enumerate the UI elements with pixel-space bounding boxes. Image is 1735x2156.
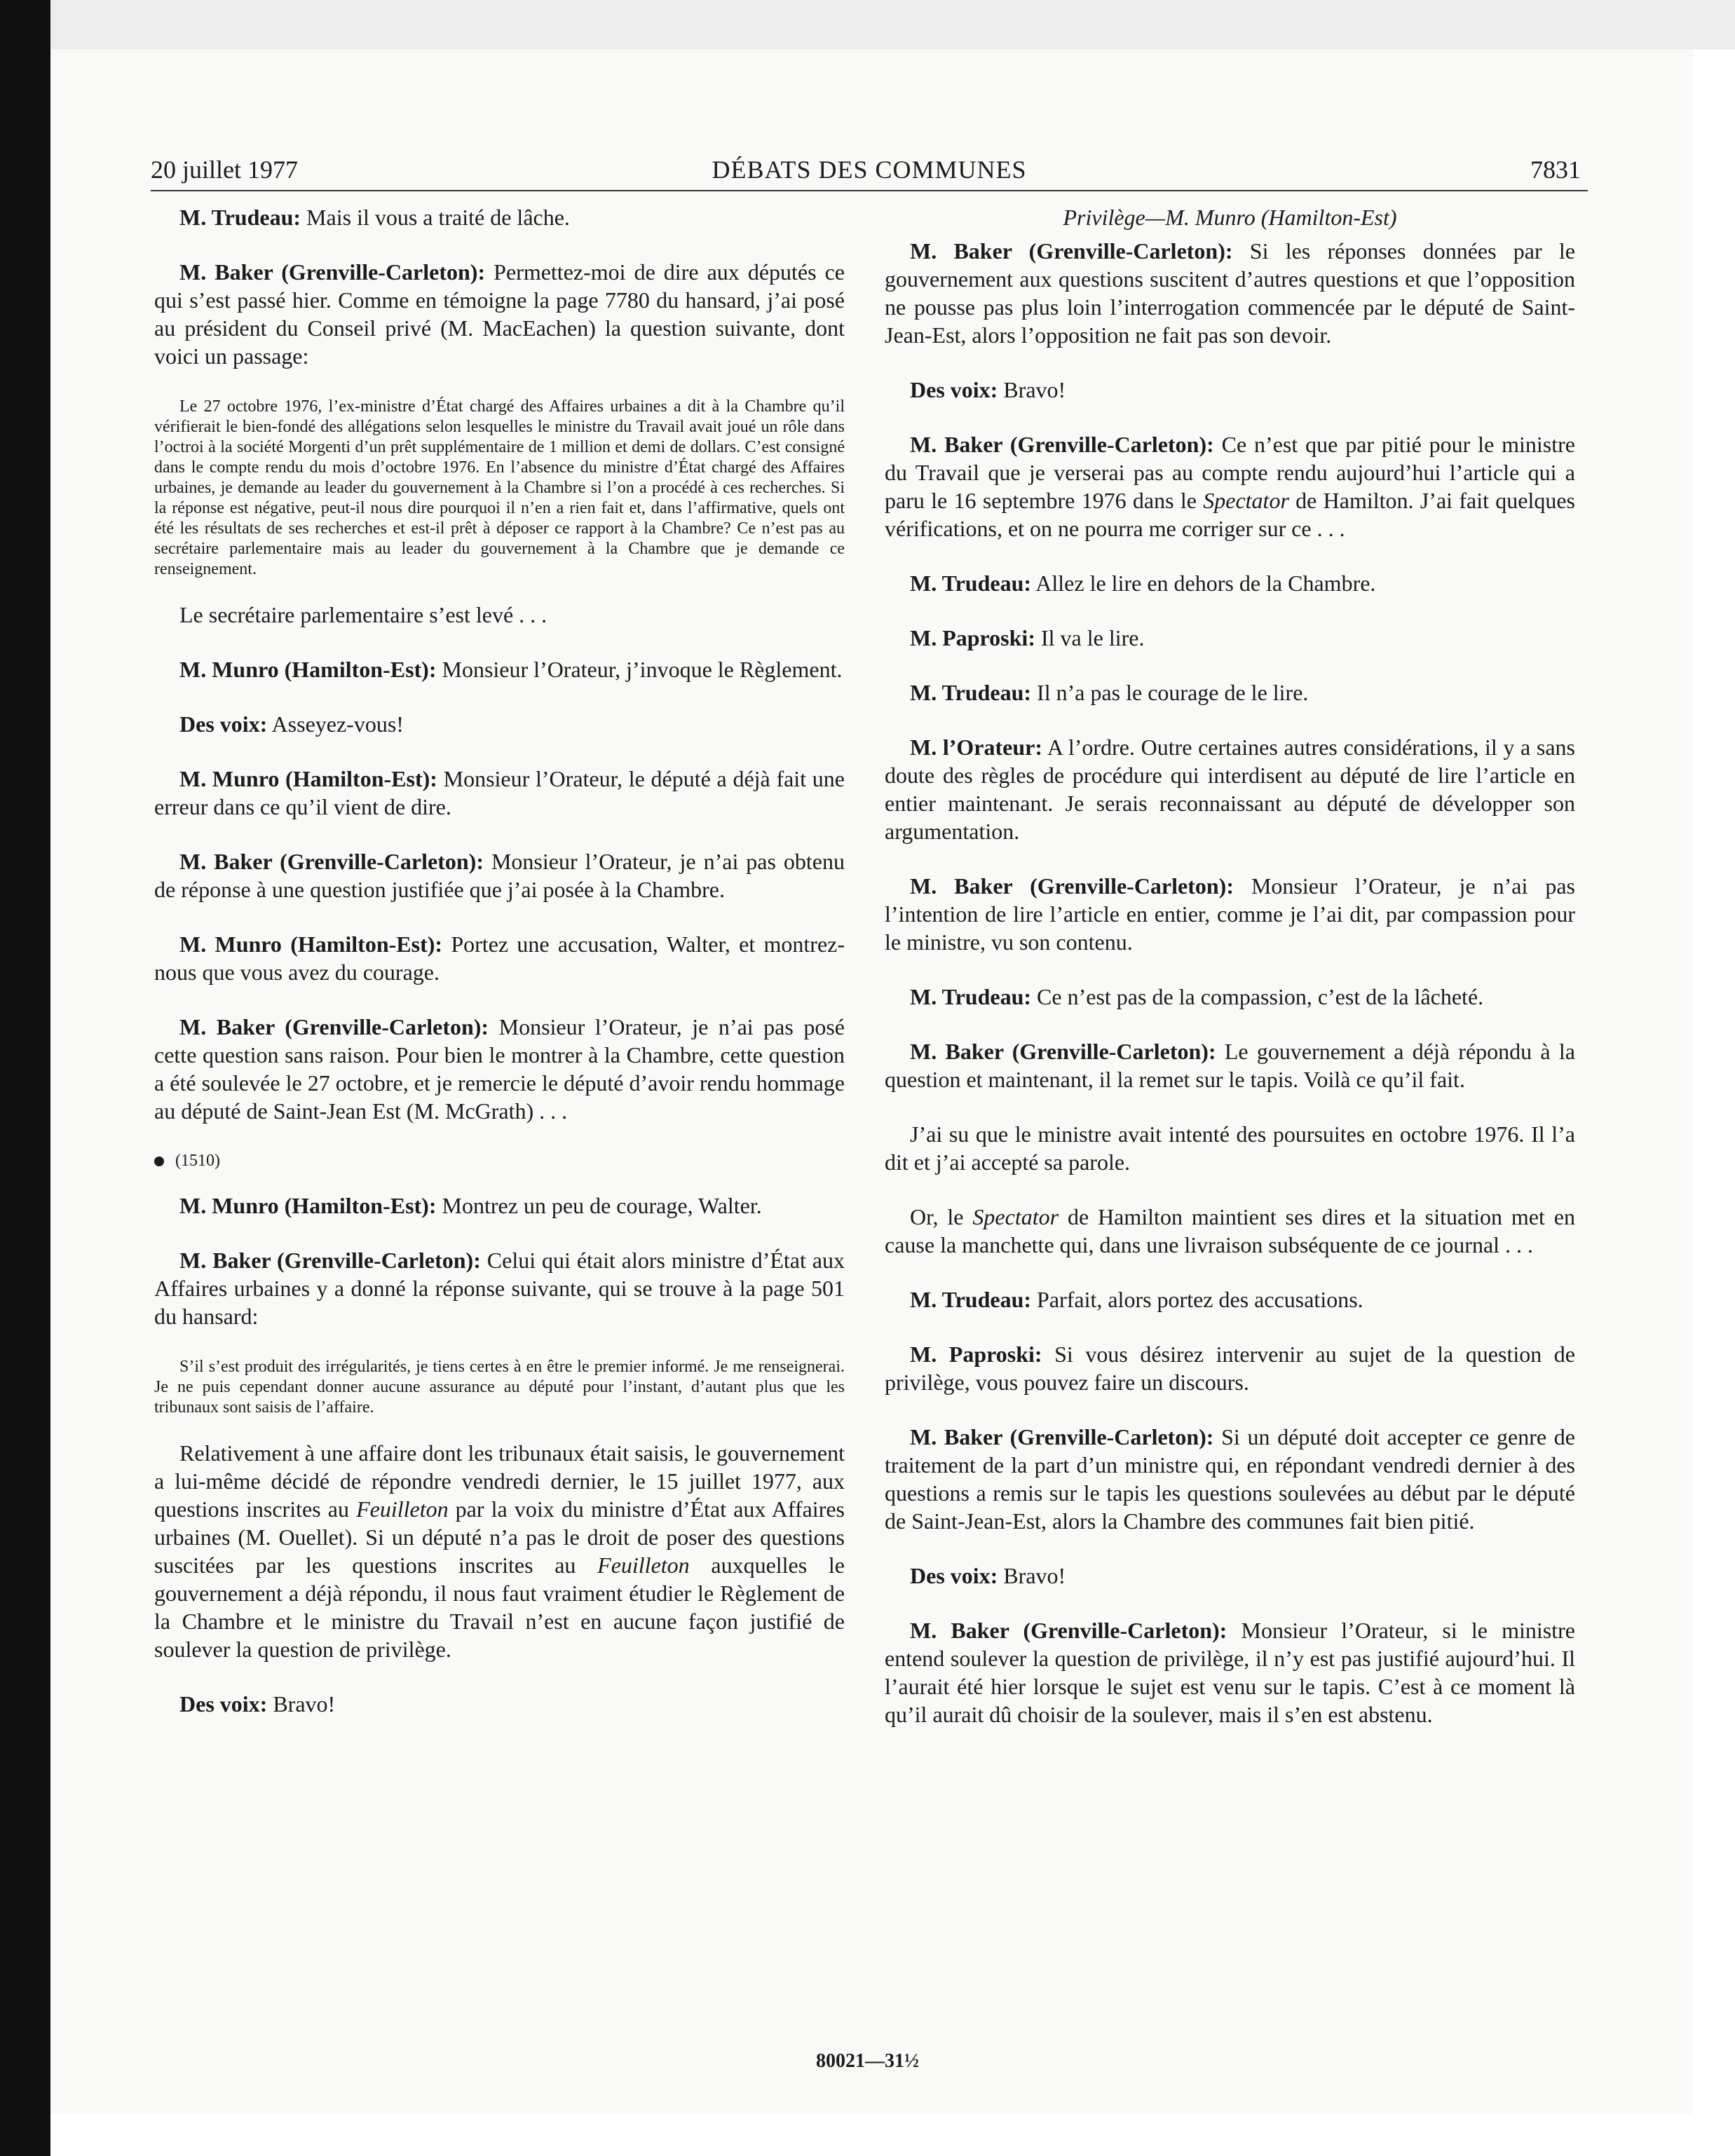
scan-border-left [0,0,50,2156]
speaker: Des voix: [179,1691,268,1717]
publication-title: Feuilleton [597,1553,690,1578]
publication-title: Spectator [1203,488,1289,513]
speech-text: Bravo! [998,377,1066,402]
paragraph [154,203,845,231]
paragraph [885,983,1575,1011]
speaker: M. Baker (Grenville-Carleton): [910,873,1234,899]
speaker: Des voix: [179,711,268,737]
text-run: par la voix du ministre d’État aux Affaires urbaines (M. Ouellet). Si un député n’a pas le droit de poser des questions suscitées par les questions inscrites au [154,1496,845,1578]
publication-title: Spectator [972,1204,1059,1229]
speech-text: Ce n’est pas de la compassion, c’est de la lâcheté. [1031,984,1484,1009]
paragraph [885,1285,1575,1314]
speech-text: Monsieur l’Orateur, le député a déjà fait une erreur dans ce qu’il vient de dire. [154,766,845,819]
speaker: M. Baker (Grenville-Carleton): [910,1424,1214,1449]
paragraph [885,1616,1575,1728]
block-quote: Le 27 octobre 1976, l’ex-ministre d’État chargé des Affaires urbaines a dit à la Chambre qu’il vérifierait le bien-fondé des allégations selon lesquelles le ministre du Travail avait joué un rôle dans l’octroi à la société Morgenti d’un prêt supplémentaire de 1 million et demi de dollars. C’est consigné dans le compte rendu du mois d’octobre 1976. En l’absence du ministre d’État chargé des Affaires urbaines, je demande au leader du gouvernement à la Chambre si l’on a procédé à ces recherches. Si la réponse est négative, peut-il nous dire pourquoi il n’en a rien fait et, dans l’affirmative, quels ont été les résultats de ses recherches et est-il prêt à déposer ce rapport à la Chambre? Ce n’est pas au secrétaire parlementaire mais au leader du gouvernement à la Chambre que je demande ce renseignement. [154,397,845,578]
paragraph [885,569,1575,597]
speech-text: A l’ordre. Outre certaines autres considérations, il y a sans doute des règles de procédure qui interdisent au député de lire l’article en entier maintenant. Je serais reconnaissant au député de développer son argumentation. [885,735,1576,844]
speech-text: Monsieur l’Orateur, je n’ai pas l’intention de lire l’article en entier, comme je l’ai dit, par compassion pour le ministre, vu son contenu. [885,873,1576,955]
speaker: M. Trudeau: [910,1287,1032,1312]
paragraph [885,430,1575,543]
publication-title: Feuilleton [356,1496,449,1522]
speaker: M. Baker (Grenville-Carleton): [910,432,1214,457]
speaker: M. Trudeau: [179,205,301,230]
right-column [885,203,1575,1755]
speech-text: Asseyez-vous! [267,711,404,737]
speaker: M. Baker (Grenville-Carleton): [910,1039,1216,1064]
speaker: M. Baker (Grenville-Carleton): [179,259,486,285]
section-subhead: Privilège—M. Munro (Hamilton-Est) [1063,205,1397,230]
speech-text: Celui qui était alors ministre d’État aux Affaires urbaines y a donné la réponse suivante, qui se trouve à la page 501 du hansard: [154,1248,845,1329]
paragraph: J’ai su que le ministre avait intenté des poursuites en octobre 1976. Il l’a dit et j’ai accepté sa parole. [885,1121,1575,1175]
header-title: DÉBATS DES COMMUNES [712,156,1027,184]
left-column [154,203,845,1745]
speech-text: Bravo! [267,1691,336,1717]
speech-text: Il n’a pas le courage de le lire. [1031,680,1309,705]
speech-text: Le gouvernement a déjà répondu à la question et maintenant, il la remet sur le tapis. Voilà ce qu’il fait. [885,1039,1576,1092]
speaker: M. Baker (Grenville-Carleton): [910,238,1233,264]
speech-text: Si les réponses données par le gouvernement aux questions suscitent d’autres questions et que l’opposition ne pousse pas plus loin l’interrogation commencée par le député de Saint-Jean-Est, alors l’opposition ne fait pas son devoir. [885,238,1575,348]
page-footer: 80021—31½ [816,2050,919,2072]
speaker: M. Trudeau: [910,571,1032,596]
paragraph [154,1246,845,1330]
paragraph [885,376,1575,404]
paragraph [154,930,845,986]
speech-text: Monsieur l’Orateur, si le ministre entend soulever la question de privilège, il n’y est pas justifié aujourd’hui. Il l’aurait été hier lorsque le sujet est venu sur le tapis. C’est à ce moment là qu’il aurait dû choisir de la soulever, mais il s’en est abstenu. [885,1618,1576,1727]
paragraph [885,1203,1575,1259]
speaker: M. Munro (Hamilton-Est): [179,657,437,682]
header-date: 20 juillet 1977 [151,156,298,184]
bullet-icon [154,1157,164,1166]
paragraph [885,237,1575,349]
speaker: Des voix: [910,1563,998,1588]
paragraph [154,710,845,738]
speech-text: Montrez un peu de courage, Walter. [436,1193,762,1218]
speaker: M. Paproski: [910,625,1035,650]
page-header [151,151,1588,191]
block-quote: S’il s’est produit des irrégularités, je tiens certes à en être le premier informé. Je me renseignerai. Je ne puis cependant donner aucune assurance au député pour l’instant, d’autant plus que les tribunaux sont saisis de l’affaire. [154,1358,845,1417]
scan-border-top [50,0,1735,49]
speaker: M. Trudeau: [910,984,1032,1009]
speech-text: Parfait, alors portez des accusations. [1031,1287,1363,1312]
speaker: M. Baker (Grenville-Carleton): [179,1014,489,1039]
speech-text: Portez une accusation, Walter, et montrez-nous que vous avez du courage. [154,932,845,985]
paragraph: Le secrétaire parlementaire s’est levé . . . [179,602,547,627]
header-page-number: 7831 [1530,156,1581,184]
paragraph [154,1013,845,1125]
time-marker [154,1152,845,1171]
paragraph [154,1439,845,1663]
speaker: M. Baker (Grenville-Carleton): [179,849,484,874]
paragraph [154,258,845,370]
paragraph [154,847,845,903]
paragraph [154,1192,845,1220]
speech-text: Si vous désirez intervenir au sujet de la question de privilège, vous pouvez faire un discours. [885,1342,1576,1395]
speaker: M. Baker (Grenville-Carleton): [910,1618,1227,1643]
speech-text: Il va le lire. [1035,625,1145,650]
speech-text: Monsieur l’Orateur, je n’ai pas obtenu de réponse à une question justifiée que j’ai posée à la Chambre. [154,849,845,902]
speech-text: Si un député doit accepter ce genre de traitement de la part d’un ministre qui, en répondant vendredi dernier à des questions a remis sur le tapis les questions soulevées au début par le député de Saint-Jean-Est, alors la Chambre des communes fait bien pitié. [885,1424,1575,1534]
text-run: Relativement à une affaire dont les tribunaux était saisis, le gouvernement a lui-même décidé de répondre vendredi dernier, le 15 juillet 1977, aux questions inscrites au [154,1440,845,1522]
text-run: de Hamilton maintient ses dires et la situation met en cause la manchette qui, dans une livraison subséquente de ce journal . . . [885,1204,1576,1257]
paragraph [885,1037,1575,1093]
paragraph [885,1423,1575,1535]
speech-text: Mais il vous a traité de lâche. [301,205,570,230]
speaker: M. Paproski: [910,1342,1042,1367]
text-run: de Hamilton. J’ai fait quelques vérifications, et on ne pourra me corriger sur ce . . . [885,488,1576,541]
text-run: Or, le [910,1204,973,1229]
paragraph [154,765,845,821]
speech-text: Monsieur l’Orateur, je n’ai pas posé cette question sans raison. Pour bien le montrer à la Chambre, cette question a été soulevée le 27 octobre, et je remercie le député d’avoir rendu hommage au député de Saint-Jean Est (M. McGrath) . . . [154,1014,845,1124]
paragraph [885,1340,1575,1396]
paragraph [154,1690,845,1718]
speaker: M. Trudeau: [910,680,1032,705]
speech-text: Bravo! [998,1563,1066,1588]
speaker: M. Munro (Hamilton-Est): [179,1193,437,1218]
speech-text: Allez le lire en dehors de la Chambre. [1031,571,1376,596]
speaker: M. Munro (Hamilton-Est): [179,932,443,957]
paragraph [885,624,1575,652]
paragraph [885,1562,1575,1590]
speaker: M. Baker (Grenville-Carleton): [179,1248,481,1273]
speech-text: Permettez-moi de dire aux députés ce qui s’est passé hier. Comme en témoigne la page 7780 du hansard, j’ai posé au président du Conseil privé (M. MacEachen) la question suivante, dont voici un passage: [154,259,845,369]
speech-text: Monsieur l’Orateur, j’invoque le Règlement. [436,657,843,682]
paragraph [885,733,1575,845]
paragraph [885,678,1575,707]
text-run: Ce n’est que par pitié pour le ministre du Travail que je verserai pas au compte rendu aujourd’hui l’article qui a paru le 16 septembre 1976 dans le [885,432,1576,513]
speaker: M. Munro (Hamilton-Est): [179,766,437,791]
speaker: Des voix: [910,377,998,402]
paragraph [885,872,1575,956]
text-run: auxquelles le gouvernement a déjà répondu, il nous faut vraiment étudier le Règlement de la Chambre et le ministre du Travail n’est en aucune façon justifié de soulever la question de privilège. [154,1553,845,1662]
paragraph [154,655,845,683]
time-marker-text: (1510) [175,1152,220,1170]
speaker: M. l’Orateur: [910,735,1043,760]
